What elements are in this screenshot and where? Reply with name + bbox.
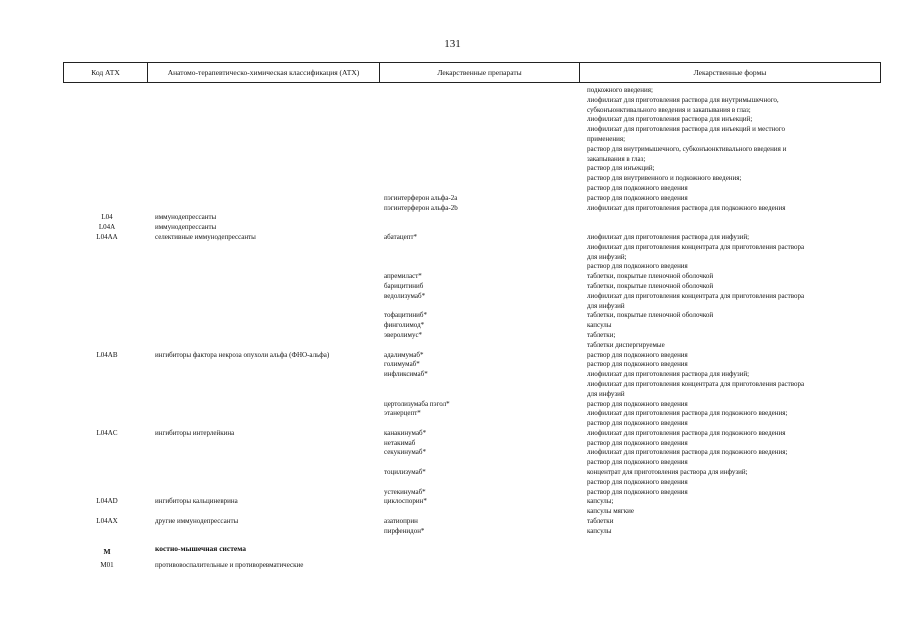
atx-cell xyxy=(150,321,382,331)
form-cell: раствор для подкожного введения xyxy=(587,458,688,467)
code-cell xyxy=(0,439,150,449)
form-cell: лиофилизат для приготовления концентрата для приготовления раствора xyxy=(587,242,805,251)
form-cell: раствор для подкожного введения xyxy=(587,419,688,428)
form-cell: лиофилизат для приготовления раствора для подкожного введения; xyxy=(587,448,788,457)
atx-cell: ингибиторы фактора некроза опухоли альфа (ФНО-альфа) xyxy=(155,350,330,359)
table-row xyxy=(0,488,905,498)
atx-cell xyxy=(150,302,382,312)
drug-cell: устекинумаб* xyxy=(384,487,426,496)
form-cell: для инфузий xyxy=(587,301,625,310)
header-atx-column: Анатомо-терапевтическо-химическая классификация (АТХ) xyxy=(148,63,380,82)
atx-cell xyxy=(150,400,382,410)
code-cell xyxy=(0,321,150,331)
drug-cell: инфликсимаб* xyxy=(384,370,428,379)
drug-cell: секукинумаб* xyxy=(384,448,426,457)
code-cell: L04A xyxy=(98,223,116,232)
form-cell: капсулы мягкие xyxy=(587,507,634,516)
table-row xyxy=(0,204,905,214)
table-row xyxy=(0,243,905,253)
atx-cell xyxy=(150,282,382,292)
atx-cell xyxy=(150,125,382,135)
table-row xyxy=(0,282,905,292)
form-cell: капсулы xyxy=(587,526,612,535)
table-row xyxy=(0,292,905,302)
table-row xyxy=(0,380,905,390)
drug-cell xyxy=(382,86,587,96)
form-cell: применения; xyxy=(587,134,626,143)
drug-cell: цертолизумаба пэгол* xyxy=(384,399,450,408)
code-cell xyxy=(0,135,150,145)
atx-cell xyxy=(150,106,382,116)
drug-cell xyxy=(382,125,587,135)
drug-cell xyxy=(382,96,587,106)
code-cell: L04AD xyxy=(96,497,118,506)
drug-cell xyxy=(382,390,587,400)
code-cell xyxy=(0,527,150,537)
drug-cell xyxy=(382,253,587,263)
code-cell xyxy=(0,400,150,410)
code-cell xyxy=(0,458,150,468)
atx-cell xyxy=(150,155,382,165)
drug-cell: ведолизумаб* xyxy=(384,291,426,300)
form-cell: раствор для инъекций; xyxy=(587,164,655,173)
form-cell: лиофилизат для приготовления концентрата для приготовления раствора xyxy=(587,379,805,388)
form-cell: раствор для подкожного введения xyxy=(587,399,688,408)
drug-cell xyxy=(382,174,587,184)
table-row xyxy=(0,272,905,282)
code-cell xyxy=(0,194,150,204)
atx-cell xyxy=(150,331,382,341)
table-row xyxy=(0,419,905,429)
atx-cell xyxy=(150,115,382,125)
atx-cell: ингибиторы кальциневрина xyxy=(155,497,238,506)
form-cell: раствор для внутримышечного, субконъюнктивального введения и xyxy=(587,144,787,153)
drug-cell: голимумаб* xyxy=(384,360,420,369)
form-cell: таблетки, покрытые пленочной оболочкой xyxy=(587,311,714,320)
code-cell xyxy=(0,419,150,429)
table-row xyxy=(0,331,905,341)
code-cell xyxy=(0,204,150,214)
table-row xyxy=(0,106,905,116)
atx-cell xyxy=(150,262,382,272)
form-cell: лиофилизат для приготовления раствора для внутримышечного, xyxy=(587,95,779,104)
table-row xyxy=(0,164,905,174)
atx-cell xyxy=(150,458,382,468)
form-cell: лиофилизат для приготовления раствора для инъекций и местного xyxy=(587,125,785,134)
form-cell: капсулы xyxy=(587,321,612,330)
drug-cell xyxy=(382,155,587,165)
drug-cell: нетакимаб xyxy=(384,438,416,447)
code-cell xyxy=(0,86,150,96)
atx-cell xyxy=(150,272,382,282)
drug-cell: адалимумаб* xyxy=(384,350,424,359)
code-cell xyxy=(0,282,150,292)
form-cell: таблетки xyxy=(587,517,614,526)
form-cell: субконъюнктивального введения и закапывания в глаз; xyxy=(587,105,751,114)
form-cell: лиофилизат для приготовления концентрата для приготовления раствора xyxy=(587,291,805,300)
drug-cell xyxy=(382,223,587,233)
form-cell: раствор для подкожного введения xyxy=(587,487,688,496)
code-cell xyxy=(0,145,150,155)
code-cell xyxy=(0,155,150,165)
atx-cell: ингибиторы интерлейкина xyxy=(155,428,235,437)
code-cell xyxy=(0,262,150,272)
form-cell: таблетки диспергируемые xyxy=(587,340,665,349)
atx-cell: иммунодепрессанты xyxy=(155,223,217,232)
code-cell xyxy=(0,488,150,498)
drug-cell: этанерцепт* xyxy=(384,409,421,418)
drug-cell xyxy=(382,115,587,125)
code-cell: L04AX xyxy=(96,517,118,526)
drug-cell xyxy=(382,106,587,116)
code-cell xyxy=(0,390,150,400)
code-cell xyxy=(0,184,150,194)
table-row xyxy=(0,311,905,321)
table-row xyxy=(0,390,905,400)
section-m01 xyxy=(0,561,905,569)
drug-cell xyxy=(382,507,587,517)
section-m-title: костно-мышечная система xyxy=(155,544,247,553)
atx-cell xyxy=(150,419,382,429)
drug-cell xyxy=(382,164,587,174)
table-row xyxy=(0,155,905,165)
form-cell: лиофилизат для приготовления раствора для инфузий; xyxy=(587,370,750,379)
atx-cell xyxy=(150,478,382,488)
atx-cell xyxy=(150,135,382,145)
header-code-column: Код АТХ xyxy=(64,63,148,82)
table-row xyxy=(0,213,905,223)
atx-cell: селективные иммунодепрессанты xyxy=(155,232,256,241)
atx-cell xyxy=(150,96,382,106)
form-cell: лиофилизат для приготовления раствора для подкожного введения xyxy=(587,203,786,212)
atx-cell xyxy=(150,174,382,184)
form-cell: таблетки, покрытые пленочной оболочкой xyxy=(587,281,714,290)
atx-cell xyxy=(150,527,382,537)
table-row xyxy=(0,370,905,380)
code-cell: L04AB xyxy=(96,350,118,359)
section-m xyxy=(0,544,905,556)
drug-cell: пэгинтерферон альфа-2b xyxy=(384,203,458,212)
atx-cell xyxy=(150,341,382,351)
code-cell xyxy=(0,331,150,341)
table-row xyxy=(0,96,905,106)
drug-cell: апремиласт* xyxy=(384,272,422,281)
page-number: 131 xyxy=(444,38,461,50)
table-row xyxy=(0,321,905,331)
table-row xyxy=(0,527,905,537)
drug-cell xyxy=(382,302,587,312)
form-cell: закапывания в глаз; xyxy=(587,154,646,163)
atx-cell xyxy=(150,184,382,194)
code-cell xyxy=(0,292,150,302)
drug-cell: тоцилизумаб* xyxy=(384,468,426,477)
code-cell xyxy=(0,311,150,321)
form-cell: для инфузий xyxy=(587,389,625,398)
form-cell xyxy=(587,213,905,223)
form-cell: раствор для подкожного введения xyxy=(587,262,688,271)
table-row xyxy=(0,341,905,351)
form-cell: для инфузий; xyxy=(587,252,627,261)
atx-cell xyxy=(150,370,382,380)
atx-cell xyxy=(150,194,382,204)
table-row xyxy=(0,360,905,370)
table-row xyxy=(0,86,905,96)
table-row xyxy=(0,184,905,194)
drug-cell xyxy=(382,213,587,223)
drug-cell xyxy=(382,184,587,194)
drug-cell: тофацитиниб* xyxy=(384,311,427,320)
form-cell: концентрат для приготовления раствора для инфузий; xyxy=(587,468,748,477)
drug-cell: циклоспорин* xyxy=(384,497,427,506)
atx-cell xyxy=(150,439,382,449)
code-cell xyxy=(0,272,150,282)
table-row xyxy=(0,458,905,468)
form-cell: таблетки; xyxy=(587,330,616,339)
code-cell: L04 xyxy=(101,213,113,222)
drug-cell: абатацепт* xyxy=(384,232,418,241)
code-cell xyxy=(0,253,150,263)
code-cell xyxy=(0,507,150,517)
form-cell: таблетки, покрытые пленочной оболочкой xyxy=(587,272,714,281)
code-cell xyxy=(0,164,150,174)
atx-cell xyxy=(150,390,382,400)
table-row xyxy=(0,478,905,488)
atx-cell: иммунодепрессанты xyxy=(155,213,217,222)
table-row xyxy=(0,262,905,272)
drug-cell: барицитиниб xyxy=(384,281,424,290)
code-cell xyxy=(0,106,150,116)
header-forms-column: Лекарственные формы xyxy=(693,67,767,77)
form-cell: подкожного введения; xyxy=(587,86,653,94)
drug-cell xyxy=(382,243,587,253)
drug-cell: азатиоприн xyxy=(384,517,418,526)
table-row xyxy=(0,233,905,243)
table-header xyxy=(63,62,881,83)
atx-cell xyxy=(150,292,382,302)
table-row xyxy=(0,145,905,155)
table-row xyxy=(0,497,905,507)
atx-cell xyxy=(150,409,382,419)
code-cell xyxy=(0,302,150,312)
table-row xyxy=(0,174,905,184)
table-body xyxy=(0,86,905,537)
code-cell xyxy=(0,360,150,370)
code-cell xyxy=(0,380,150,390)
code-cell xyxy=(0,174,150,184)
atx-cell xyxy=(150,145,382,155)
code-cell xyxy=(0,243,150,253)
table-row xyxy=(0,223,905,233)
table-row xyxy=(0,125,905,135)
code-cell xyxy=(0,341,150,351)
form-cell: раствор для подкожного введения xyxy=(587,183,688,192)
code-cell: L04AC xyxy=(96,428,118,437)
drug-cell xyxy=(382,458,587,468)
drug-cell xyxy=(382,135,587,145)
atx-cell xyxy=(150,204,382,214)
table-row xyxy=(0,429,905,439)
code-cell xyxy=(0,409,150,419)
atx-cell xyxy=(150,253,382,263)
table-row xyxy=(0,439,905,449)
atx-cell xyxy=(150,488,382,498)
form-cell: раствор для подкожного введения xyxy=(587,193,688,202)
form-cell: раствор для подкожного введения xyxy=(587,477,688,486)
table-row xyxy=(0,409,905,419)
atx-cell: другие иммунодепрессанты xyxy=(155,517,239,526)
header-drugs-column: Лекарственные препараты xyxy=(380,63,580,82)
table-row xyxy=(0,135,905,145)
drug-cell xyxy=(382,419,587,429)
atx-cell xyxy=(150,243,382,253)
atx-cell xyxy=(150,311,382,321)
table-row xyxy=(0,115,905,125)
atx-cell xyxy=(150,86,382,96)
drug-cell: эверолимус* xyxy=(384,330,423,339)
form-cell: раствор для подкожного введения xyxy=(587,350,688,359)
table-row xyxy=(0,253,905,263)
drug-cell xyxy=(382,262,587,272)
table-row xyxy=(0,302,905,312)
table-row xyxy=(0,194,905,204)
code-cell xyxy=(0,96,150,106)
code-cell xyxy=(0,448,150,458)
table-row xyxy=(0,468,905,478)
form-cell: раствор для подкожного введения xyxy=(587,438,688,447)
code-cell: L04AA xyxy=(96,232,118,241)
code-cell xyxy=(0,125,150,135)
drug-cell xyxy=(382,341,587,351)
atx-cell xyxy=(150,380,382,390)
code-cell xyxy=(0,478,150,488)
form-cell: раствор для подкожного введения xyxy=(587,360,688,369)
form-cell: лиофилизат для приготовления раствора для инфузий; xyxy=(587,232,750,241)
code-cell xyxy=(0,370,150,380)
section-m01-code: M01 xyxy=(100,561,114,569)
form-cell: лиофилизат для приготовления раствора для инъекций; xyxy=(587,115,753,124)
form-cell xyxy=(587,223,905,233)
drug-cell: пэгинтерферон альфа-2a xyxy=(384,193,458,202)
drug-cell xyxy=(382,380,587,390)
drug-cell: финголимод* xyxy=(384,321,425,330)
section-m01-title: противовоспалительные и противоревматические xyxy=(155,561,304,569)
drug-cell: канакинумаб* xyxy=(384,428,427,437)
atx-cell xyxy=(150,468,382,478)
drug-cell xyxy=(382,478,587,488)
atx-cell xyxy=(150,360,382,370)
code-cell xyxy=(0,468,150,478)
form-cell: лиофилизат для приготовления раствора для подкожного введения; xyxy=(587,409,788,418)
section-m-code: M xyxy=(103,547,111,556)
table-row xyxy=(0,351,905,361)
form-cell: капсулы; xyxy=(587,497,614,506)
form-cell: лиофилизат для приготовления раствора для подкожного введения xyxy=(587,428,786,437)
drug-cell: пирфенидон* xyxy=(384,526,425,535)
atx-cell xyxy=(150,448,382,458)
code-cell xyxy=(0,115,150,125)
table-row xyxy=(0,448,905,458)
atx-cell xyxy=(150,164,382,174)
table-row xyxy=(0,507,905,517)
form-cell: раствор для внутривенного и подкожного введения; xyxy=(587,174,742,183)
drug-cell xyxy=(382,145,587,155)
table-row xyxy=(0,517,905,527)
table-row xyxy=(0,400,905,410)
atx-cell xyxy=(150,507,382,517)
